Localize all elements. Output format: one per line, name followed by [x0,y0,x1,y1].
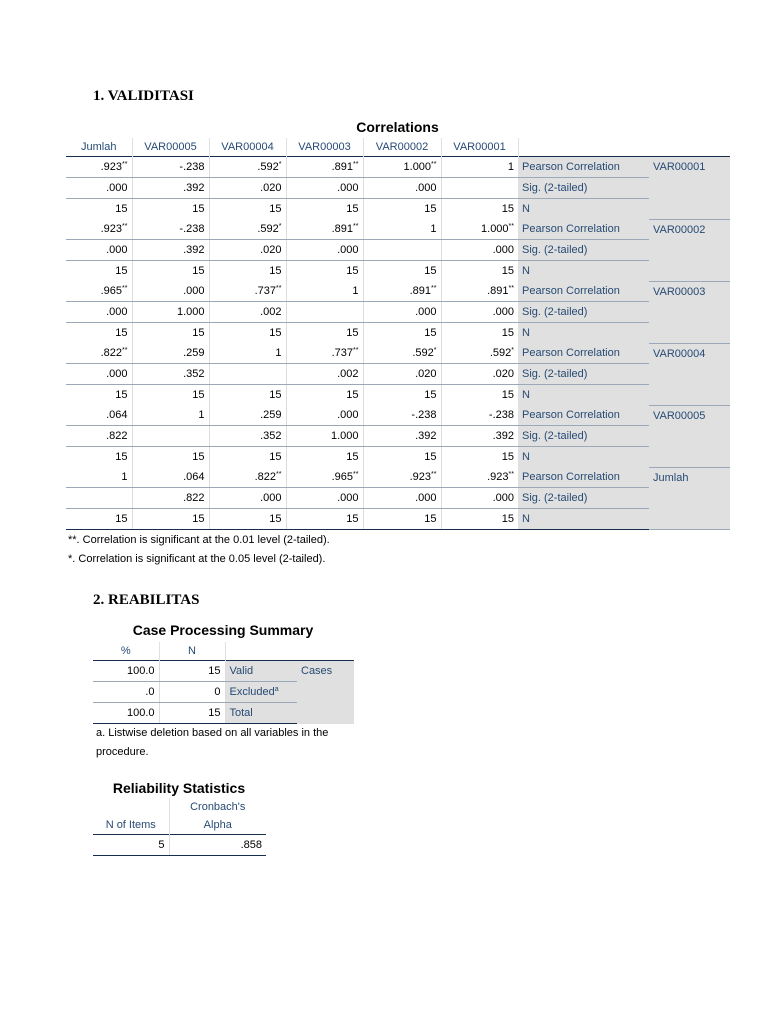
correlation-value: 15 [286,199,363,220]
correlation-value: .592* [441,343,518,364]
correlation-value: .822** [66,343,132,364]
table-row [66,426,730,447]
correlation-value: 1 [441,157,518,178]
correlation-value: .000 [363,488,441,509]
correlation-value: .923** [66,157,132,178]
correlations-title: Correlations [356,119,439,135]
correlation-value: .392 [363,426,441,447]
correlation-value: 15 [363,199,441,220]
table-row [66,261,730,282]
correlation-value: 1 [66,467,132,488]
correlation-value: .000 [286,405,363,426]
table-row [66,240,730,261]
table-row [66,364,730,385]
correlation-value: 15 [363,385,441,406]
correlation-value: .592* [209,157,286,178]
row-label: Pearson Correlation [518,343,649,364]
correlation-value [209,364,286,385]
cell: 15 [159,661,225,682]
case-processing-footnote-line1: a. Listwise deletion based on all variables in the [96,727,329,739]
row-label: Sig. (2-tailed) [518,364,649,385]
group-label: VAR00002 [649,219,730,281]
table-row [66,467,730,488]
group-label: VAR00001 [649,157,730,220]
correlation-value: 15 [66,323,132,344]
group-label: VAR00005 [649,405,730,467]
correlation-value: .392 [441,426,518,447]
table-row [66,488,730,509]
cell-alpha: .858 [169,835,266,856]
correlation-value: .000 [66,178,132,199]
column-header: VAR00005 [132,138,209,157]
cell: 15 [159,703,225,724]
correlation-value: 15 [132,323,209,344]
cell-n-items: 5 [93,835,169,856]
table-row [93,835,266,856]
correlation-value: 15 [501,265,514,277]
correlation-value: 15 [363,323,441,344]
correlation-value [132,426,209,447]
correlation-value: .002 [286,364,363,385]
correlation-value: .822 [132,488,209,509]
table-row [66,405,730,426]
correlation-value: .259 [209,405,286,426]
correlation-value: 15 [66,199,132,220]
row-label: Sig. (2-tailed) [518,426,649,447]
correlation-value: -.238 [363,405,441,426]
correlation-value: 15 [363,261,441,282]
correlation-value: 1 [209,343,286,364]
correlation-value: 15 [66,509,132,530]
correlation-value: 15 [209,323,286,344]
row-label: Valid [225,661,297,682]
correlation-value: .352 [209,426,286,447]
correlation-value: 15 [363,509,441,530]
correlation-value: 15 [286,509,363,530]
table-row [66,323,730,344]
correlations-table [66,138,730,530]
correlation-value: 15 [286,261,363,282]
correlation-value: .592* [363,343,441,364]
correlation-value: 15 [66,261,132,282]
row-label: N [518,447,649,468]
correlation-value: 15 [441,509,518,530]
row-label: N [518,261,649,282]
column-header-n: N [159,642,225,661]
correlation-value: .020 [363,364,441,385]
row-label: N [518,385,649,406]
correlation-value: 15 [132,509,209,530]
correlation-value: .891** [363,281,441,302]
group-label: VAR00003 [649,281,730,343]
correlation-value: .965** [66,281,132,302]
row-label: Pearson Correlation [518,157,649,178]
table-row [66,199,730,220]
reliability-title: Reliability Statistics [112,780,246,796]
group-label-cases: Cases [297,661,354,724]
correlation-value: 15 [501,389,514,401]
correlation-value: 1.000** [441,219,518,240]
correlation-value: 15 [286,323,363,344]
table-row [66,447,730,468]
correlation-value: 15 [132,261,209,282]
column-header: VAR00004 [209,138,286,157]
correlation-value: .392 [132,178,209,199]
correlation-value: 1 [286,281,363,302]
correlation-value: .000 [66,302,132,323]
correlation-value: 15 [209,199,286,220]
correlation-value [286,302,363,323]
cell: 100.0 [93,661,159,682]
row-label: Pearson Correlation [518,467,649,488]
row-label: N [518,199,649,220]
correlation-value: .000 [441,240,518,261]
correlation-value: .000 [286,240,363,261]
table-row [66,385,730,406]
correlation-value: .000 [363,302,441,323]
correlation-value: 1.000 [132,302,209,323]
correlation-value: .000 [66,240,132,261]
row-label: Sig. (2-tailed) [518,240,649,261]
table-row [66,281,730,302]
correlation-value: .737** [209,281,286,302]
correlation-value: .923** [363,467,441,488]
table-row [66,343,730,364]
correlations-header-row [66,138,730,157]
correlation-value: -.238 [132,157,209,178]
correlation-value: .737** [286,343,363,364]
case-processing-table [93,642,354,724]
row-label: Pearson Correlation [518,281,649,302]
correlation-value: .000 [66,364,132,385]
correlation-value: 15 [501,451,514,463]
correlation-value: 15 [286,447,363,468]
cell: 0 [159,682,225,703]
correlation-value: .259 [132,343,209,364]
row-label: N [518,509,649,530]
correlation-value: -.238 [441,405,518,426]
correlation-value: .000 [441,488,518,509]
row-label: Pearson Correlation [518,405,649,426]
column-header-pct: % [93,642,159,661]
cell: .0 [93,682,159,703]
correlation-value: 1.000** [363,157,441,178]
correlation-value: .822** [209,467,286,488]
correlation-value: .923** [66,219,132,240]
section-validity-heading: 1. VALIDITASI [93,88,194,104]
row-label: Sig. (2-tailed) [518,488,649,509]
correlation-value: 15 [132,199,209,220]
correlation-value: .064 [132,467,209,488]
correlation-value [66,488,132,509]
group-label: VAR00004 [649,343,730,405]
correlation-value: .000 [286,488,363,509]
correlation-value: .020 [441,364,518,385]
case-processing-footnote-line2: procedure. [96,746,149,758]
section-reliability-heading: 2. REABILITAS [93,592,200,608]
correlation-value: .000 [363,178,441,199]
table-row [66,178,730,199]
column-header: Jumlah [66,138,132,157]
correlation-value: 15 [501,327,514,339]
correlation-value: .000 [441,302,518,323]
column-header-cronbach: Cronbach's [190,801,246,813]
column-header: VAR00003 [286,138,363,157]
correlation-value: 1 [363,219,441,240]
correlation-value: .965** [286,467,363,488]
correlation-value: .891** [286,157,363,178]
column-header-alpha: Alpha [203,819,232,831]
column-header: VAR00001 [441,138,518,157]
row-label: Total [225,703,297,724]
correlation-value [363,240,441,261]
correlation-value: .020 [209,240,286,261]
table-row [66,219,730,240]
correlation-value: 15 [209,509,286,530]
correlation-value: .822 [66,426,132,447]
correlation-value: 15 [363,447,441,468]
correlation-value: 15 [66,385,132,406]
row-label: Sig. (2-tailed) [518,302,649,323]
correlation-value: .392 [132,240,209,261]
row-label: Excluded$^a$ [225,682,297,703]
correlation-value: .891** [286,219,363,240]
correlation-value: .020 [209,178,286,199]
correlations-footnote-1: **. Correlation is significant at the 0.01 level (2-tailed). [68,534,330,546]
correlation-value: .000 [286,178,363,199]
correlation-value: 15 [501,203,514,215]
correlation-value: .352 [132,364,209,385]
correlation-value: .002 [209,302,286,323]
correlation-value: 15 [209,261,286,282]
correlation-value: .000 [209,488,286,509]
correlation-value: 15 [132,385,209,406]
correlation-value: .000 [132,281,209,302]
reliability-table [93,798,266,856]
correlation-value: 1 [132,405,209,426]
correlation-value: 15 [286,385,363,406]
correlation-value: -.238 [132,219,209,240]
group-label: Jumlah [649,467,730,530]
table-row [93,661,354,682]
correlation-value: 15 [132,447,209,468]
table-row [66,157,730,178]
cell: 100.0 [93,703,159,724]
correlations-footnote-2: *. Correlation is significant at the 0.05 level (2-tailed). [68,553,326,565]
correlation-value: .891** [441,281,518,302]
table-row [66,302,730,323]
row-label: Pearson Correlation [518,219,649,240]
correlation-value: .592* [209,219,286,240]
case-processing-title: Case Processing Summary [132,622,314,638]
correlation-value: .923** [441,467,518,488]
correlation-value [441,178,518,199]
correlation-value: 15 [209,447,286,468]
correlation-value: .064 [66,405,132,426]
column-header: VAR00002 [363,138,441,157]
column-header-n-items: N of Items [93,816,169,835]
table-row [66,509,730,530]
correlation-value: 15 [209,385,286,406]
row-label: Sig. (2-tailed) [518,178,649,199]
row-label: N [518,323,649,344]
correlation-value: 15 [66,447,132,468]
correlation-value: 1.000 [286,426,363,447]
